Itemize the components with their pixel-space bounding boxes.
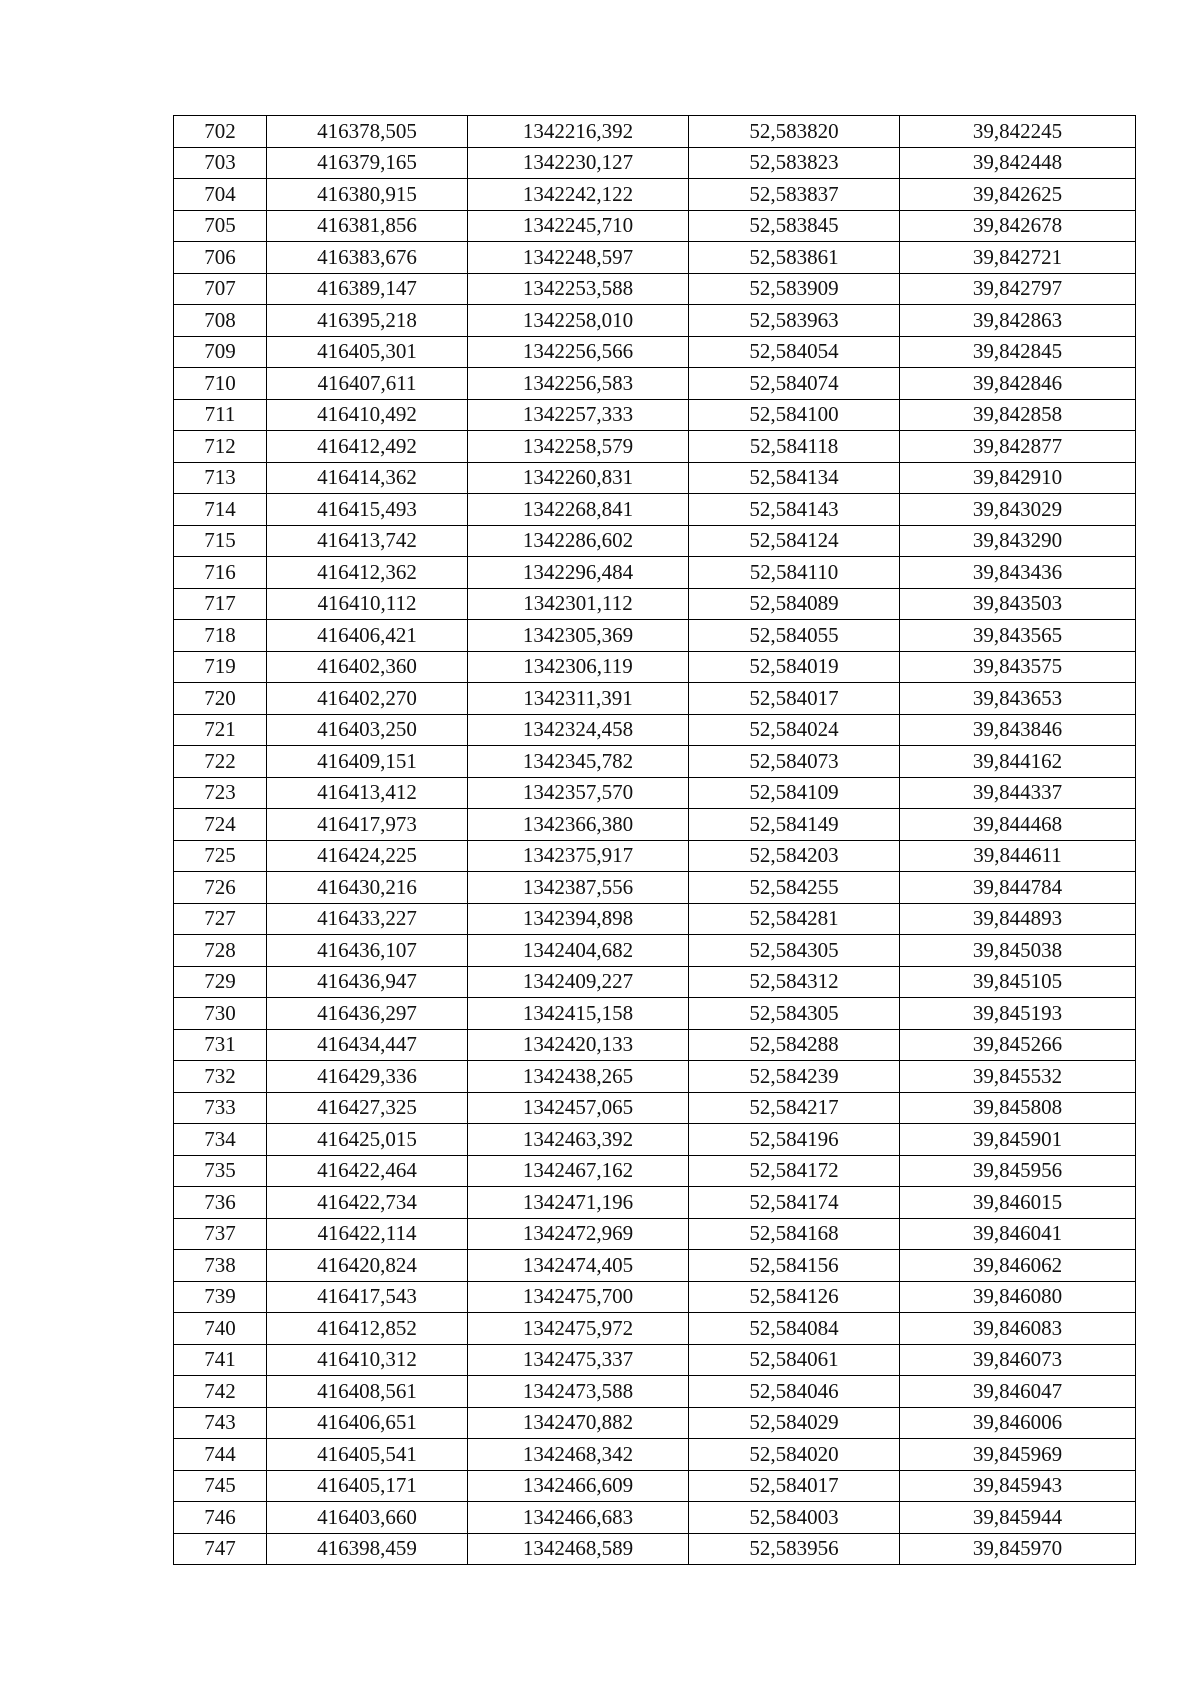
y-coordinate-cell: 1342415,158 bbox=[468, 998, 689, 1030]
x-coordinate-cell: 416405,541 bbox=[267, 1439, 468, 1471]
x-coordinate-cell: 416389,147 bbox=[267, 273, 468, 305]
table-row bbox=[174, 557, 1136, 589]
x-coordinate-cell: 416398,459 bbox=[267, 1533, 468, 1565]
longitude-cell: 39,846006 bbox=[900, 1407, 1136, 1439]
latitude-cell: 52,584089 bbox=[689, 588, 900, 620]
table-row bbox=[174, 1218, 1136, 1250]
latitude-cell: 52,584288 bbox=[689, 1029, 900, 1061]
x-coordinate-cell: 416407,611 bbox=[267, 368, 468, 400]
x-coordinate-cell: 416430,216 bbox=[267, 872, 468, 904]
latitude-cell: 52,584055 bbox=[689, 620, 900, 652]
longitude-cell: 39,844893 bbox=[900, 903, 1136, 935]
point-number-cell: 722 bbox=[174, 746, 267, 778]
latitude-cell: 52,583909 bbox=[689, 273, 900, 305]
y-coordinate-cell: 1342305,369 bbox=[468, 620, 689, 652]
latitude-cell: 52,584046 bbox=[689, 1376, 900, 1408]
longitude-cell: 39,845266 bbox=[900, 1029, 1136, 1061]
table-row bbox=[174, 872, 1136, 904]
x-coordinate-cell: 416381,856 bbox=[267, 210, 468, 242]
y-coordinate-cell: 1342404,682 bbox=[468, 935, 689, 967]
latitude-cell: 52,584017 bbox=[689, 1470, 900, 1502]
longitude-cell: 39,843846 bbox=[900, 714, 1136, 746]
longitude-cell: 39,845038 bbox=[900, 935, 1136, 967]
point-number-cell: 726 bbox=[174, 872, 267, 904]
longitude-cell: 39,842797 bbox=[900, 273, 1136, 305]
latitude-cell: 52,584168 bbox=[689, 1218, 900, 1250]
latitude-cell: 52,584029 bbox=[689, 1407, 900, 1439]
x-coordinate-cell: 416412,852 bbox=[267, 1313, 468, 1345]
point-number-cell: 745 bbox=[174, 1470, 267, 1502]
point-number-cell: 733 bbox=[174, 1092, 267, 1124]
table-row bbox=[174, 305, 1136, 337]
longitude-cell: 39,843290 bbox=[900, 525, 1136, 557]
table-row bbox=[174, 1029, 1136, 1061]
longitude-cell: 39,842845 bbox=[900, 336, 1136, 368]
table-row bbox=[174, 462, 1136, 494]
latitude-cell: 52,584100 bbox=[689, 399, 900, 431]
latitude-cell: 52,584020 bbox=[689, 1439, 900, 1471]
y-coordinate-cell: 1342258,579 bbox=[468, 431, 689, 463]
point-number-cell: 708 bbox=[174, 305, 267, 337]
y-coordinate-cell: 1342258,010 bbox=[468, 305, 689, 337]
x-coordinate-cell: 416422,464 bbox=[267, 1155, 468, 1187]
x-coordinate-cell: 416424,225 bbox=[267, 840, 468, 872]
table-row bbox=[174, 903, 1136, 935]
latitude-cell: 52,584149 bbox=[689, 809, 900, 841]
table-row bbox=[174, 998, 1136, 1030]
x-coordinate-cell: 416436,107 bbox=[267, 935, 468, 967]
table-row bbox=[174, 179, 1136, 211]
y-coordinate-cell: 1342286,602 bbox=[468, 525, 689, 557]
latitude-cell: 52,584172 bbox=[689, 1155, 900, 1187]
x-coordinate-cell: 416413,742 bbox=[267, 525, 468, 557]
y-coordinate-cell: 1342463,392 bbox=[468, 1124, 689, 1156]
latitude-cell: 52,584156 bbox=[689, 1250, 900, 1282]
latitude-cell: 52,584017 bbox=[689, 683, 900, 715]
y-coordinate-cell: 1342457,065 bbox=[468, 1092, 689, 1124]
latitude-cell: 52,584118 bbox=[689, 431, 900, 463]
y-coordinate-cell: 1342256,566 bbox=[468, 336, 689, 368]
latitude-cell: 52,584061 bbox=[689, 1344, 900, 1376]
longitude-cell: 39,843565 bbox=[900, 620, 1136, 652]
x-coordinate-cell: 416422,734 bbox=[267, 1187, 468, 1219]
y-coordinate-cell: 1342306,119 bbox=[468, 651, 689, 683]
y-coordinate-cell: 1342256,583 bbox=[468, 368, 689, 400]
point-number-cell: 742 bbox=[174, 1376, 267, 1408]
x-coordinate-cell: 416403,660 bbox=[267, 1502, 468, 1534]
longitude-cell: 39,845970 bbox=[900, 1533, 1136, 1565]
table-row bbox=[174, 1376, 1136, 1408]
point-number-cell: 723 bbox=[174, 777, 267, 809]
x-coordinate-cell: 416402,360 bbox=[267, 651, 468, 683]
point-number-cell: 709 bbox=[174, 336, 267, 368]
longitude-cell: 39,846015 bbox=[900, 1187, 1136, 1219]
longitude-cell: 39,846080 bbox=[900, 1281, 1136, 1313]
y-coordinate-cell: 1342475,972 bbox=[468, 1313, 689, 1345]
table-row bbox=[174, 494, 1136, 526]
point-number-cell: 704 bbox=[174, 179, 267, 211]
table-row bbox=[174, 336, 1136, 368]
x-coordinate-cell: 416420,824 bbox=[267, 1250, 468, 1282]
x-coordinate-cell: 416427,325 bbox=[267, 1092, 468, 1124]
longitude-cell: 39,842245 bbox=[900, 116, 1136, 148]
x-coordinate-cell: 416379,165 bbox=[267, 147, 468, 179]
x-coordinate-cell: 416417,973 bbox=[267, 809, 468, 841]
y-coordinate-cell: 1342366,380 bbox=[468, 809, 689, 841]
latitude-cell: 52,584196 bbox=[689, 1124, 900, 1156]
y-coordinate-cell: 1342301,112 bbox=[468, 588, 689, 620]
table-row bbox=[174, 1281, 1136, 1313]
point-number-cell: 711 bbox=[174, 399, 267, 431]
longitude-cell: 39,843653 bbox=[900, 683, 1136, 715]
latitude-cell: 52,584281 bbox=[689, 903, 900, 935]
table-row bbox=[174, 1439, 1136, 1471]
latitude-cell: 52,584312 bbox=[689, 966, 900, 998]
longitude-cell: 39,845532 bbox=[900, 1061, 1136, 1093]
table-row bbox=[174, 1313, 1136, 1345]
latitude-cell: 52,584217 bbox=[689, 1092, 900, 1124]
longitude-cell: 39,842678 bbox=[900, 210, 1136, 242]
table-row bbox=[174, 273, 1136, 305]
y-coordinate-cell: 1342245,710 bbox=[468, 210, 689, 242]
longitude-cell: 39,844611 bbox=[900, 840, 1136, 872]
latitude-cell: 52,584305 bbox=[689, 935, 900, 967]
table-row bbox=[174, 431, 1136, 463]
y-coordinate-cell: 1342324,458 bbox=[468, 714, 689, 746]
table-row bbox=[174, 210, 1136, 242]
y-coordinate-cell: 1342375,917 bbox=[468, 840, 689, 872]
point-number-cell: 731 bbox=[174, 1029, 267, 1061]
point-number-cell: 746 bbox=[174, 1502, 267, 1534]
x-coordinate-cell: 416415,493 bbox=[267, 494, 468, 526]
y-coordinate-cell: 1342242,122 bbox=[468, 179, 689, 211]
point-number-cell: 712 bbox=[174, 431, 267, 463]
x-coordinate-cell: 416409,151 bbox=[267, 746, 468, 778]
y-coordinate-cell: 1342474,405 bbox=[468, 1250, 689, 1282]
coordinates-table bbox=[173, 115, 1136, 1565]
table-row bbox=[174, 588, 1136, 620]
table-row bbox=[174, 966, 1136, 998]
x-coordinate-cell: 416380,915 bbox=[267, 179, 468, 211]
latitude-cell: 52,584024 bbox=[689, 714, 900, 746]
x-coordinate-cell: 416436,947 bbox=[267, 966, 468, 998]
point-number-cell: 738 bbox=[174, 1250, 267, 1282]
point-number-cell: 735 bbox=[174, 1155, 267, 1187]
x-coordinate-cell: 416405,171 bbox=[267, 1470, 468, 1502]
point-number-cell: 728 bbox=[174, 935, 267, 967]
y-coordinate-cell: 1342471,196 bbox=[468, 1187, 689, 1219]
y-coordinate-cell: 1342473,588 bbox=[468, 1376, 689, 1408]
longitude-cell: 39,842910 bbox=[900, 462, 1136, 494]
longitude-cell: 39,842721 bbox=[900, 242, 1136, 274]
longitude-cell: 39,846062 bbox=[900, 1250, 1136, 1282]
table-row bbox=[174, 809, 1136, 841]
x-coordinate-cell: 416429,336 bbox=[267, 1061, 468, 1093]
table-row bbox=[174, 116, 1136, 148]
longitude-cell: 39,843029 bbox=[900, 494, 1136, 526]
table-row bbox=[174, 399, 1136, 431]
latitude-cell: 52,583845 bbox=[689, 210, 900, 242]
point-number-cell: 737 bbox=[174, 1218, 267, 1250]
y-coordinate-cell: 1342466,609 bbox=[468, 1470, 689, 1502]
table-row bbox=[174, 1061, 1136, 1093]
latitude-cell: 52,584203 bbox=[689, 840, 900, 872]
table-row bbox=[174, 368, 1136, 400]
latitude-cell: 52,584054 bbox=[689, 336, 900, 368]
x-coordinate-cell: 416408,561 bbox=[267, 1376, 468, 1408]
y-coordinate-cell: 1342387,556 bbox=[468, 872, 689, 904]
y-coordinate-cell: 1342468,342 bbox=[468, 1439, 689, 1471]
point-number-cell: 734 bbox=[174, 1124, 267, 1156]
y-coordinate-cell: 1342257,333 bbox=[468, 399, 689, 431]
longitude-cell: 39,845969 bbox=[900, 1439, 1136, 1471]
latitude-cell: 52,584143 bbox=[689, 494, 900, 526]
x-coordinate-cell: 416410,112 bbox=[267, 588, 468, 620]
table-row bbox=[174, 1155, 1136, 1187]
x-coordinate-cell: 416436,297 bbox=[267, 998, 468, 1030]
y-coordinate-cell: 1342475,700 bbox=[468, 1281, 689, 1313]
longitude-cell: 39,842858 bbox=[900, 399, 1136, 431]
y-coordinate-cell: 1342475,337 bbox=[468, 1344, 689, 1376]
y-coordinate-cell: 1342468,589 bbox=[468, 1533, 689, 1565]
latitude-cell: 52,584239 bbox=[689, 1061, 900, 1093]
latitude-cell: 52,584255 bbox=[689, 872, 900, 904]
longitude-cell: 39,842625 bbox=[900, 179, 1136, 211]
point-number-cell: 730 bbox=[174, 998, 267, 1030]
x-coordinate-cell: 416383,676 bbox=[267, 242, 468, 274]
latitude-cell: 52,584109 bbox=[689, 777, 900, 809]
table-row bbox=[174, 1502, 1136, 1534]
table-row bbox=[174, 1344, 1136, 1376]
point-number-cell: 716 bbox=[174, 557, 267, 589]
longitude-cell: 39,846083 bbox=[900, 1313, 1136, 1345]
point-number-cell: 721 bbox=[174, 714, 267, 746]
x-coordinate-cell: 416412,492 bbox=[267, 431, 468, 463]
table-row bbox=[174, 147, 1136, 179]
longitude-cell: 39,844162 bbox=[900, 746, 1136, 778]
table-row bbox=[174, 1407, 1136, 1439]
point-number-cell: 718 bbox=[174, 620, 267, 652]
latitude-cell: 52,584003 bbox=[689, 1502, 900, 1534]
x-coordinate-cell: 416405,301 bbox=[267, 336, 468, 368]
x-coordinate-cell: 416403,250 bbox=[267, 714, 468, 746]
y-coordinate-cell: 1342230,127 bbox=[468, 147, 689, 179]
latitude-cell: 52,583823 bbox=[689, 147, 900, 179]
point-number-cell: 727 bbox=[174, 903, 267, 935]
longitude-cell: 39,846047 bbox=[900, 1376, 1136, 1408]
y-coordinate-cell: 1342438,265 bbox=[468, 1061, 689, 1093]
x-coordinate-cell: 416395,218 bbox=[267, 305, 468, 337]
longitude-cell: 39,842846 bbox=[900, 368, 1136, 400]
y-coordinate-cell: 1342253,588 bbox=[468, 273, 689, 305]
x-coordinate-cell: 416412,362 bbox=[267, 557, 468, 589]
y-coordinate-cell: 1342248,597 bbox=[468, 242, 689, 274]
longitude-cell: 39,846073 bbox=[900, 1344, 1136, 1376]
point-number-cell: 741 bbox=[174, 1344, 267, 1376]
longitude-cell: 39,845943 bbox=[900, 1470, 1136, 1502]
latitude-cell: 52,584019 bbox=[689, 651, 900, 683]
table-row bbox=[174, 620, 1136, 652]
point-number-cell: 702 bbox=[174, 116, 267, 148]
y-coordinate-cell: 1342467,162 bbox=[468, 1155, 689, 1187]
latitude-cell: 52,584073 bbox=[689, 746, 900, 778]
table-row bbox=[174, 683, 1136, 715]
point-number-cell: 720 bbox=[174, 683, 267, 715]
y-coordinate-cell: 1342268,841 bbox=[468, 494, 689, 526]
x-coordinate-cell: 416425,015 bbox=[267, 1124, 468, 1156]
y-coordinate-cell: 1342216,392 bbox=[468, 116, 689, 148]
latitude-cell: 52,583820 bbox=[689, 116, 900, 148]
table-row bbox=[174, 242, 1136, 274]
x-coordinate-cell: 416414,362 bbox=[267, 462, 468, 494]
table-row bbox=[174, 651, 1136, 683]
point-number-cell: 705 bbox=[174, 210, 267, 242]
table-row bbox=[174, 1470, 1136, 1502]
latitude-cell: 52,583963 bbox=[689, 305, 900, 337]
point-number-cell: 703 bbox=[174, 147, 267, 179]
x-coordinate-cell: 416433,227 bbox=[267, 903, 468, 935]
longitude-cell: 39,845956 bbox=[900, 1155, 1136, 1187]
latitude-cell: 52,583956 bbox=[689, 1533, 900, 1565]
latitude-cell: 52,584126 bbox=[689, 1281, 900, 1313]
point-number-cell: 710 bbox=[174, 368, 267, 400]
longitude-cell: 39,845901 bbox=[900, 1124, 1136, 1156]
longitude-cell: 39,844784 bbox=[900, 872, 1136, 904]
y-coordinate-cell: 1342409,227 bbox=[468, 966, 689, 998]
point-number-cell: 706 bbox=[174, 242, 267, 274]
latitude-cell: 52,583861 bbox=[689, 242, 900, 274]
x-coordinate-cell: 416422,114 bbox=[267, 1218, 468, 1250]
table-row bbox=[174, 840, 1136, 872]
point-number-cell: 717 bbox=[174, 588, 267, 620]
coordinates-table-body bbox=[174, 116, 1136, 1565]
table-row bbox=[174, 1187, 1136, 1219]
table-row bbox=[174, 935, 1136, 967]
y-coordinate-cell: 1342311,391 bbox=[468, 683, 689, 715]
latitude-cell: 52,584305 bbox=[689, 998, 900, 1030]
y-coordinate-cell: 1342472,969 bbox=[468, 1218, 689, 1250]
x-coordinate-cell: 416406,651 bbox=[267, 1407, 468, 1439]
point-number-cell: 740 bbox=[174, 1313, 267, 1345]
table-row bbox=[174, 1092, 1136, 1124]
point-number-cell: 713 bbox=[174, 462, 267, 494]
longitude-cell: 39,842877 bbox=[900, 431, 1136, 463]
longitude-cell: 39,845944 bbox=[900, 1502, 1136, 1534]
latitude-cell: 52,584174 bbox=[689, 1187, 900, 1219]
point-number-cell: 725 bbox=[174, 840, 267, 872]
y-coordinate-cell: 1342420,133 bbox=[468, 1029, 689, 1061]
x-coordinate-cell: 416417,543 bbox=[267, 1281, 468, 1313]
table-row bbox=[174, 714, 1136, 746]
x-coordinate-cell: 416413,412 bbox=[267, 777, 468, 809]
y-coordinate-cell: 1342296,484 bbox=[468, 557, 689, 589]
longitude-cell: 39,843436 bbox=[900, 557, 1136, 589]
table-row bbox=[174, 1250, 1136, 1282]
point-number-cell: 736 bbox=[174, 1187, 267, 1219]
y-coordinate-cell: 1342470,882 bbox=[468, 1407, 689, 1439]
x-coordinate-cell: 416410,492 bbox=[267, 399, 468, 431]
longitude-cell: 39,842863 bbox=[900, 305, 1136, 337]
latitude-cell: 52,584124 bbox=[689, 525, 900, 557]
point-number-cell: 719 bbox=[174, 651, 267, 683]
y-coordinate-cell: 1342345,782 bbox=[468, 746, 689, 778]
point-number-cell: 744 bbox=[174, 1439, 267, 1471]
x-coordinate-cell: 416434,447 bbox=[267, 1029, 468, 1061]
point-number-cell: 732 bbox=[174, 1061, 267, 1093]
point-number-cell: 747 bbox=[174, 1533, 267, 1565]
table-row bbox=[174, 777, 1136, 809]
latitude-cell: 52,584110 bbox=[689, 557, 900, 589]
latitude-cell: 52,584134 bbox=[689, 462, 900, 494]
x-coordinate-cell: 416410,312 bbox=[267, 1344, 468, 1376]
point-number-cell: 729 bbox=[174, 966, 267, 998]
y-coordinate-cell: 1342394,898 bbox=[468, 903, 689, 935]
y-coordinate-cell: 1342466,683 bbox=[468, 1502, 689, 1534]
x-coordinate-cell: 416378,505 bbox=[267, 116, 468, 148]
latitude-cell: 52,584084 bbox=[689, 1313, 900, 1345]
point-number-cell: 724 bbox=[174, 809, 267, 841]
point-number-cell: 743 bbox=[174, 1407, 267, 1439]
table-row bbox=[174, 525, 1136, 557]
table-row bbox=[174, 746, 1136, 778]
table-row bbox=[174, 1124, 1136, 1156]
y-coordinate-cell: 1342357,570 bbox=[468, 777, 689, 809]
longitude-cell: 39,844468 bbox=[900, 809, 1136, 841]
latitude-cell: 52,584074 bbox=[689, 368, 900, 400]
point-number-cell: 714 bbox=[174, 494, 267, 526]
longitude-cell: 39,844337 bbox=[900, 777, 1136, 809]
x-coordinate-cell: 416406,421 bbox=[267, 620, 468, 652]
point-number-cell: 739 bbox=[174, 1281, 267, 1313]
longitude-cell: 39,842448 bbox=[900, 147, 1136, 179]
longitude-cell: 39,843575 bbox=[900, 651, 1136, 683]
latitude-cell: 52,583837 bbox=[689, 179, 900, 211]
y-coordinate-cell: 1342260,831 bbox=[468, 462, 689, 494]
longitude-cell: 39,843503 bbox=[900, 588, 1136, 620]
longitude-cell: 39,845105 bbox=[900, 966, 1136, 998]
longitude-cell: 39,846041 bbox=[900, 1218, 1136, 1250]
x-coordinate-cell: 416402,270 bbox=[267, 683, 468, 715]
point-number-cell: 715 bbox=[174, 525, 267, 557]
longitude-cell: 39,845808 bbox=[900, 1092, 1136, 1124]
table-row bbox=[174, 1533, 1136, 1565]
point-number-cell: 707 bbox=[174, 273, 267, 305]
longitude-cell: 39,845193 bbox=[900, 998, 1136, 1030]
